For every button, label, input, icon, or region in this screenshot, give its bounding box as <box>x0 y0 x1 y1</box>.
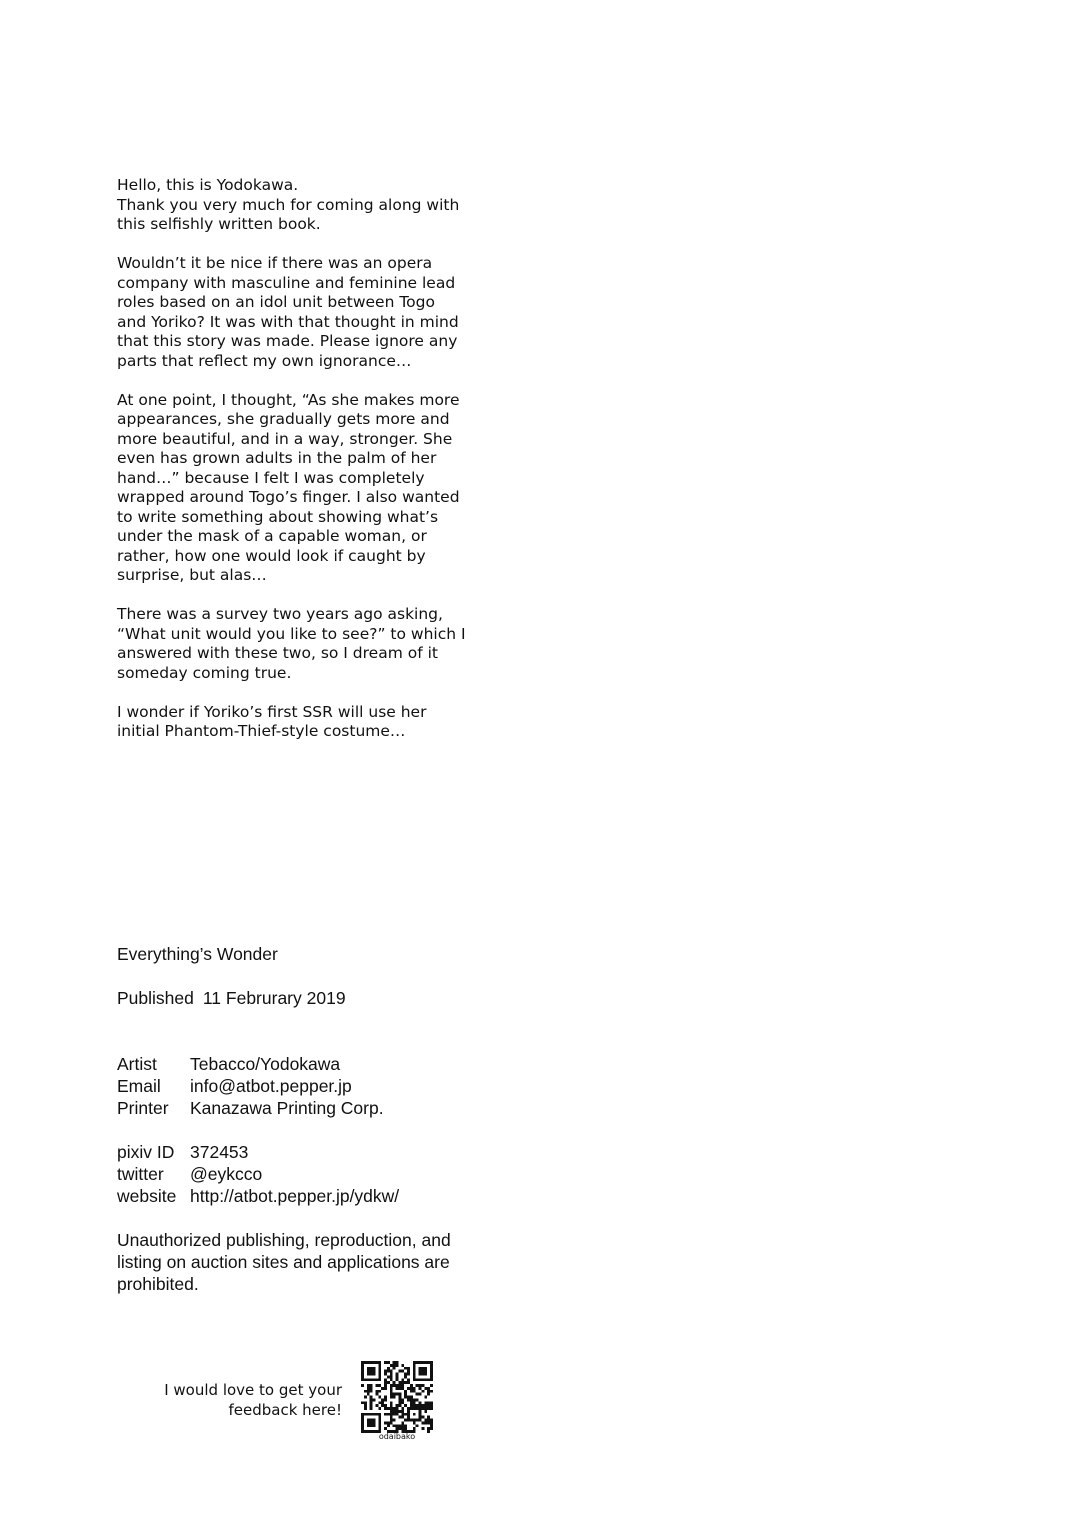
text-line: Thank you very much for coming along with <box>117 195 460 214</box>
text-line: wrapped around Togo’s finger. I also wanted <box>117 488 460 506</box>
afterword <box>117 176 517 761</box>
artist-row <box>117 1053 384 1075</box>
email-row <box>117 1075 384 1097</box>
twitter-value: @eykcco <box>190 1164 263 1184</box>
text-line: initial Phantom-Thief-style costume… <box>117 722 406 740</box>
credits-table <box>117 1053 384 1119</box>
feedback-line: feedback here! <box>228 1401 342 1419</box>
published-date: 11 Februrary 2019 <box>202 988 346 1008</box>
printer-label: Printer <box>117 1098 169 1118</box>
published-row <box>117 987 537 1009</box>
text-line: and Yoriko? It was with that thought in mind <box>117 312 459 331</box>
afterword-paragraph-opera <box>117 254 517 371</box>
pixiv-label: pixiv ID <box>117 1142 175 1162</box>
text-line: to write something about showing what’s <box>117 507 439 526</box>
email-value: info@atbot.pepper.jp <box>190 1076 352 1096</box>
text-line: appearances, she gradually gets more and <box>117 410 450 428</box>
text-line: Wouldn’t it be nice if there was an opera <box>117 254 433 272</box>
printer-row <box>117 1097 384 1119</box>
text-line: roles based on an idol unit between Togo <box>117 293 435 311</box>
text-line: that this story was made. Please ignore any <box>117 332 458 350</box>
copyright-notice: Unauthorized publishing, reproduction, and listing on auction sites and applications are prohibited. <box>117 1230 451 1294</box>
text-line: hand…” because I felt I was completely <box>117 468 425 487</box>
website-value: http://atbot.pepper.jp/ydkw/ <box>190 1186 400 1206</box>
text-line: “What unit would you like to see?” to which I <box>117 624 466 643</box>
text-line: someday coming true. <box>117 663 292 682</box>
text-line: At one point, I thought, “As she makes more <box>117 390 460 409</box>
website-row <box>117 1185 399 1207</box>
text-line: answered with these two, so I dream of it <box>117 644 438 662</box>
afterword-paragraph-greeting <box>117 176 517 235</box>
twitter-row <box>117 1163 399 1185</box>
qr-label: odaibako <box>378 1432 416 1441</box>
text-line: parts that reflect my own ignorance… <box>117 351 412 370</box>
book-title: Everything’s Wonder <box>117 944 278 964</box>
text-line: surprise, but alas… <box>117 566 267 584</box>
colophon <box>117 943 537 1295</box>
text-line: this selfishly written book. <box>117 215 321 233</box>
twitter-label: twitter <box>117 1164 164 1184</box>
printer-value: Kanazawa Printing Corp. <box>190 1098 384 1118</box>
text-line: more beautiful, and in a way, stronger. She <box>117 429 453 448</box>
text-line: Hello, this is Yodokawa. <box>117 176 299 194</box>
pixiv-row <box>117 1141 399 1163</box>
text-line: under the mask of a capable woman, or <box>117 527 427 545</box>
text-line: rather, how one would look if caught by <box>117 546 426 565</box>
published-label: Published <box>117 988 194 1008</box>
artist-value: Tebacco/Yodokawa <box>190 1054 341 1074</box>
feedback-line: I would love to get your <box>164 1381 342 1399</box>
pixiv-value: 372453 <box>190 1142 249 1162</box>
artist-label: Artist <box>117 1054 157 1074</box>
social-table <box>117 1141 399 1207</box>
afterword-paragraph-mask <box>117 391 517 586</box>
text-line: even has grown adults in the palm of her <box>117 449 437 467</box>
qr-code-icon[interactable] <box>361 1361 433 1433</box>
feedback-message <box>118 1380 342 1420</box>
afterword-paragraph-survey <box>117 605 517 683</box>
website-label: website <box>117 1186 177 1206</box>
text-line: There was a survey two years ago asking, <box>117 605 443 623</box>
email-label: Email <box>117 1076 161 1096</box>
afterword-paragraph-ssr <box>117 703 517 742</box>
text-line: I wonder if Yoriko’s first SSR will use her <box>117 702 427 721</box>
text-line: company with masculine and feminine lead <box>117 273 456 292</box>
